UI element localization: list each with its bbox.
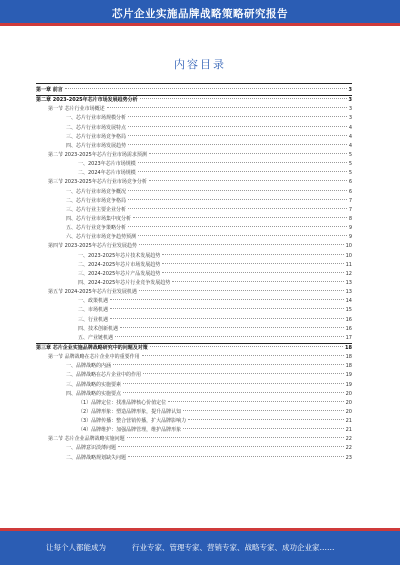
toc-entry-page: 7 bbox=[348, 197, 352, 204]
toc-entry[interactable] bbox=[36, 306, 352, 315]
toc-entry-page: 4 bbox=[348, 133, 352, 140]
toc-entry-title: （1）品牌定位：找准品牌核心价值定位 bbox=[78, 399, 167, 406]
toc-leader-dots bbox=[162, 254, 343, 255]
toc-entry-title: 二、2024-2025年芯片市场发展趋势 bbox=[78, 261, 161, 268]
toc-entry-page: 16 bbox=[345, 316, 352, 323]
toc-leader-dots bbox=[139, 244, 344, 245]
toc-entry[interactable] bbox=[36, 233, 352, 242]
toc-leader-dots bbox=[127, 437, 344, 438]
toc-leader-dots bbox=[110, 308, 344, 309]
toc-entry-title: 二、品牌战略规划缺失问题 bbox=[66, 454, 127, 461]
toc-entry-page: 19 bbox=[345, 372, 352, 379]
toc-entry-page: 5 bbox=[348, 170, 352, 177]
toc-leader-dots bbox=[172, 281, 343, 282]
toc-entry-page: 4 bbox=[348, 142, 352, 149]
toc-entry[interactable] bbox=[36, 270, 352, 279]
toc-entry-title: 第二节 芯片企业品牌战略实施问题 bbox=[48, 436, 125, 443]
toc-leader-dots bbox=[128, 144, 347, 145]
toc-entry-title: 第三章 芯片企业实施品牌战略研究中的问题及对策 bbox=[36, 344, 148, 351]
toc-entry-title: （2）品牌形象：塑造品牌形象，提升品牌认知 bbox=[78, 408, 182, 415]
toc-leader-dots bbox=[128, 456, 344, 457]
toc-entry[interactable] bbox=[36, 417, 352, 426]
toc-heading: 内容目录 bbox=[174, 58, 226, 71]
toc-entry-page: 8 bbox=[348, 215, 352, 222]
toc-leader-dots bbox=[183, 410, 343, 411]
toc-entry[interactable] bbox=[36, 316, 352, 325]
toc-leader-dots bbox=[149, 180, 347, 181]
toc-entry-title: （4）品牌维护：加强品牌管理，维护品牌形象 bbox=[78, 427, 182, 434]
toc-entry[interactable] bbox=[36, 124, 352, 133]
toc-leader-dots bbox=[149, 153, 347, 154]
toc-entry[interactable] bbox=[36, 343, 352, 353]
footer-banner bbox=[0, 528, 400, 565]
toc-entry[interactable] bbox=[36, 381, 352, 390]
toc-leader-dots bbox=[110, 318, 344, 319]
toc-entry[interactable] bbox=[36, 362, 352, 371]
toc-entry-page: 16 bbox=[345, 325, 352, 332]
toc-entry-page: 13 bbox=[345, 289, 352, 296]
toc-entry-title: 四、芯片行业市场集中度分析 bbox=[66, 215, 132, 222]
toc-leader-dots bbox=[128, 190, 347, 191]
toc-entry[interactable] bbox=[36, 215, 352, 224]
toc-entry[interactable] bbox=[36, 224, 352, 233]
toc-entry-page: 18 bbox=[345, 363, 352, 370]
toc-entry[interactable] bbox=[36, 114, 352, 123]
toc-entry[interactable] bbox=[36, 188, 352, 197]
toc-entry-title: 一、芯片行业市场规模分析 bbox=[66, 115, 127, 122]
toc-entry-title: （3）品牌传播：整合营销传播，扩大品牌影响力 bbox=[78, 418, 187, 425]
toc-leader-dots bbox=[128, 226, 347, 227]
table-of-contents bbox=[36, 83, 352, 463]
toc-entry-title: 二、芯片行业市场发展特点 bbox=[66, 124, 127, 131]
toc-leader-dots bbox=[133, 217, 347, 218]
toc-entry-page: 9 bbox=[348, 234, 352, 241]
toc-entry-page: 19 bbox=[345, 381, 352, 388]
toc-entry-title: 四、2024-2025年芯片行业竞争发展趋势 bbox=[78, 279, 171, 286]
toc-leader-dots bbox=[140, 98, 347, 99]
toc-entry-page: 23 bbox=[345, 454, 352, 461]
toc-entry[interactable] bbox=[36, 206, 352, 215]
toc-entry-title: 二、市场机遇 bbox=[78, 307, 109, 314]
toc-entry[interactable] bbox=[36, 454, 352, 463]
toc-leader-dots bbox=[128, 126, 347, 127]
toc-entry-title: 一、2023年芯片市场规模 bbox=[78, 161, 136, 168]
toc-entry-title: 二、2024年芯片市场规模 bbox=[78, 170, 136, 177]
toc-entry[interactable] bbox=[36, 297, 352, 306]
toc-entry-page: 10 bbox=[345, 252, 352, 259]
toc-leader-dots bbox=[118, 446, 344, 447]
toc-leader-dots bbox=[183, 428, 343, 429]
toc-entry-title: 六、芯片行业市场竞争趋势预测 bbox=[66, 234, 137, 241]
toc-entry-page: 20 bbox=[345, 390, 352, 397]
toc-entry-page: 20 bbox=[345, 399, 352, 406]
toc-entry-page: 5 bbox=[348, 161, 352, 168]
header-banner bbox=[0, 0, 400, 26]
toc-leader-dots bbox=[115, 336, 344, 337]
toc-entry[interactable] bbox=[36, 279, 352, 288]
toc-entry[interactable] bbox=[36, 390, 352, 399]
toc-entry-page: 3 bbox=[348, 106, 352, 113]
toc-entry-page: 18 bbox=[345, 354, 352, 361]
toc-entry-title: 一、政策机遇 bbox=[78, 298, 109, 305]
toc-leader-dots bbox=[113, 364, 344, 365]
toc-entry[interactable] bbox=[36, 334, 352, 343]
toc-entry-title: 第一节 品牌战略在芯片企业中的重要作用 bbox=[48, 354, 140, 361]
toc-entry-title: 三、品牌战略的实施要素 bbox=[66, 381, 122, 388]
toc-entry-title: 一、芯片行业市场竞争概况 bbox=[66, 188, 127, 195]
toc-entry[interactable] bbox=[36, 95, 352, 105]
toc-entry[interactable] bbox=[36, 133, 352, 142]
toc-leader-dots bbox=[128, 199, 347, 200]
toc-entry-title: 四、技术创新机遇 bbox=[78, 325, 119, 332]
toc-entry-title: 二、芯片行业市场竞争格局 bbox=[66, 197, 127, 204]
toc-entry[interactable] bbox=[36, 426, 352, 435]
toc-entry[interactable] bbox=[36, 151, 352, 160]
toc-entry-page: 17 bbox=[345, 334, 352, 341]
toc-entry-title: 第五节 2024-2025年芯片行业发展机遇 bbox=[48, 289, 137, 296]
toc-entry-page: 18 bbox=[345, 344, 352, 351]
toc-entry[interactable] bbox=[36, 399, 352, 408]
toc-entry[interactable] bbox=[36, 169, 352, 178]
toc-leader-dots bbox=[139, 290, 344, 291]
toc-entry-title: 一、品牌战略的内涵 bbox=[66, 363, 112, 370]
toc-entry-title: 三、芯片行业主要企业分析 bbox=[66, 206, 127, 213]
toc-entry-page: 11 bbox=[345, 261, 352, 268]
toc-leader-dots bbox=[138, 235, 347, 236]
toc-entry-title: 三、芯片行业市场竞争格局 bbox=[66, 133, 127, 140]
toc-entry-page: 22 bbox=[345, 445, 352, 452]
toc-entry-page: 9 bbox=[348, 225, 352, 232]
toc-leader-dots bbox=[120, 327, 344, 328]
toc-leader-dots bbox=[128, 135, 347, 136]
toc-leader-dots bbox=[110, 299, 344, 300]
toc-entry-title: 三、行业机遇 bbox=[78, 316, 109, 323]
toc-entry-title: 四、品牌战略的实施要点 bbox=[66, 390, 122, 397]
toc-leader-dots bbox=[128, 116, 347, 117]
toc-leader-dots bbox=[188, 419, 343, 420]
toc-entry[interactable] bbox=[36, 408, 352, 417]
toc-entry[interactable] bbox=[36, 444, 352, 453]
toc-entry-page: 15 bbox=[345, 307, 352, 314]
toc-entry[interactable] bbox=[36, 105, 352, 114]
toc-leader-dots bbox=[168, 401, 343, 402]
toc-entry-title: 一、品牌意识淡薄问题 bbox=[66, 445, 117, 452]
toc-leader-dots bbox=[107, 107, 347, 108]
toc-entry-page: 3 bbox=[348, 97, 352, 104]
toc-entry-page: 6 bbox=[348, 179, 352, 186]
toc-entry-page: 6 bbox=[348, 188, 352, 195]
toc-leader-dots bbox=[128, 208, 347, 209]
toc-entry-page: 12 bbox=[345, 270, 352, 277]
toc-entry-page: 3 bbox=[348, 87, 352, 93]
toc-entry[interactable] bbox=[36, 325, 352, 334]
toc-leader-dots bbox=[138, 171, 347, 172]
toc-entry[interactable] bbox=[36, 178, 352, 187]
toc-leader-dots bbox=[162, 263, 343, 264]
toc-entry-page: 10 bbox=[345, 243, 352, 250]
toc-entry[interactable] bbox=[36, 242, 352, 251]
toc-entry-title: 第二章 2023-2025年芯片市场发展趋势分析 bbox=[36, 97, 138, 104]
toc-leader-dots bbox=[65, 88, 347, 89]
toc-entry[interactable] bbox=[36, 142, 352, 151]
toc-entry-title: 第一节 芯片行业市场概述 bbox=[48, 106, 105, 113]
toc-entry[interactable] bbox=[36, 435, 352, 444]
toc-entry-page: 21 bbox=[345, 418, 352, 425]
toc-top-rule bbox=[36, 83, 352, 84]
toc-entry[interactable] bbox=[36, 288, 352, 297]
toc-entry-title: 二、品牌战略在芯片企业中的作用 bbox=[66, 372, 142, 379]
toc-entry-page: 13 bbox=[345, 279, 352, 286]
toc-entry[interactable] bbox=[36, 197, 352, 206]
toc-entry-page: 22 bbox=[345, 436, 352, 443]
toc-entry-page: 7 bbox=[348, 206, 352, 213]
toc-entry-page: 3 bbox=[348, 115, 352, 122]
toc-entry-title: 五、芯片行业竞争策略分析 bbox=[66, 225, 127, 232]
toc-entry-title: 四、芯片行业市场发展趋势 bbox=[66, 142, 127, 149]
footer-roles: 行业专家、管理专家、营销专家、战略专家、成功企业家…… bbox=[132, 543, 335, 552]
toc-entry[interactable] bbox=[36, 371, 352, 380]
toc-leader-dots bbox=[138, 162, 347, 163]
toc-entry-title: 第一章 前言 bbox=[36, 87, 63, 93]
toc-entry[interactable] bbox=[36, 86, 352, 95]
toc-entry-page: 4 bbox=[348, 124, 352, 131]
toc-leader-dots bbox=[123, 383, 344, 384]
document-title: 芯片企业实施品牌战略策略研究报告 bbox=[112, 8, 288, 20]
toc-entry-page: 21 bbox=[345, 427, 352, 434]
toc-leader-dots bbox=[150, 346, 343, 347]
toc-entry[interactable] bbox=[36, 261, 352, 270]
toc-leader-dots bbox=[142, 355, 344, 356]
toc-entry-title: 第四节 2023-2025年芯片行业发展趋势 bbox=[48, 243, 137, 250]
toc-entry[interactable] bbox=[36, 353, 352, 362]
toc-entry-title: 第二节 2023-2025年芯片行业市场需求预测 bbox=[48, 151, 147, 158]
toc-entry-page: 20 bbox=[345, 408, 352, 415]
footer-slogan: 让每个人都能成为 bbox=[46, 543, 106, 552]
toc-entry[interactable] bbox=[36, 160, 352, 169]
toc-entry[interactable] bbox=[36, 252, 352, 261]
toc-entry-page: 14 bbox=[345, 298, 352, 305]
toc-leader-dots bbox=[123, 392, 344, 393]
toc-entry-title: 一、2023-2025年芯片技术发展趋势 bbox=[78, 252, 161, 259]
toc-leader-dots bbox=[143, 373, 344, 374]
toc-list bbox=[36, 86, 352, 463]
toc-entry-page: 5 bbox=[348, 151, 352, 158]
toc-leader-dots bbox=[162, 272, 343, 273]
toc-entry-title: 第三节 2023-2025年芯片行业市场竞争分析 bbox=[48, 179, 147, 186]
toc-entry-title: 五、产业链机遇 bbox=[78, 334, 114, 341]
toc-entry-title: 三、2024-2025年芯片产品发展趋势 bbox=[78, 270, 161, 277]
